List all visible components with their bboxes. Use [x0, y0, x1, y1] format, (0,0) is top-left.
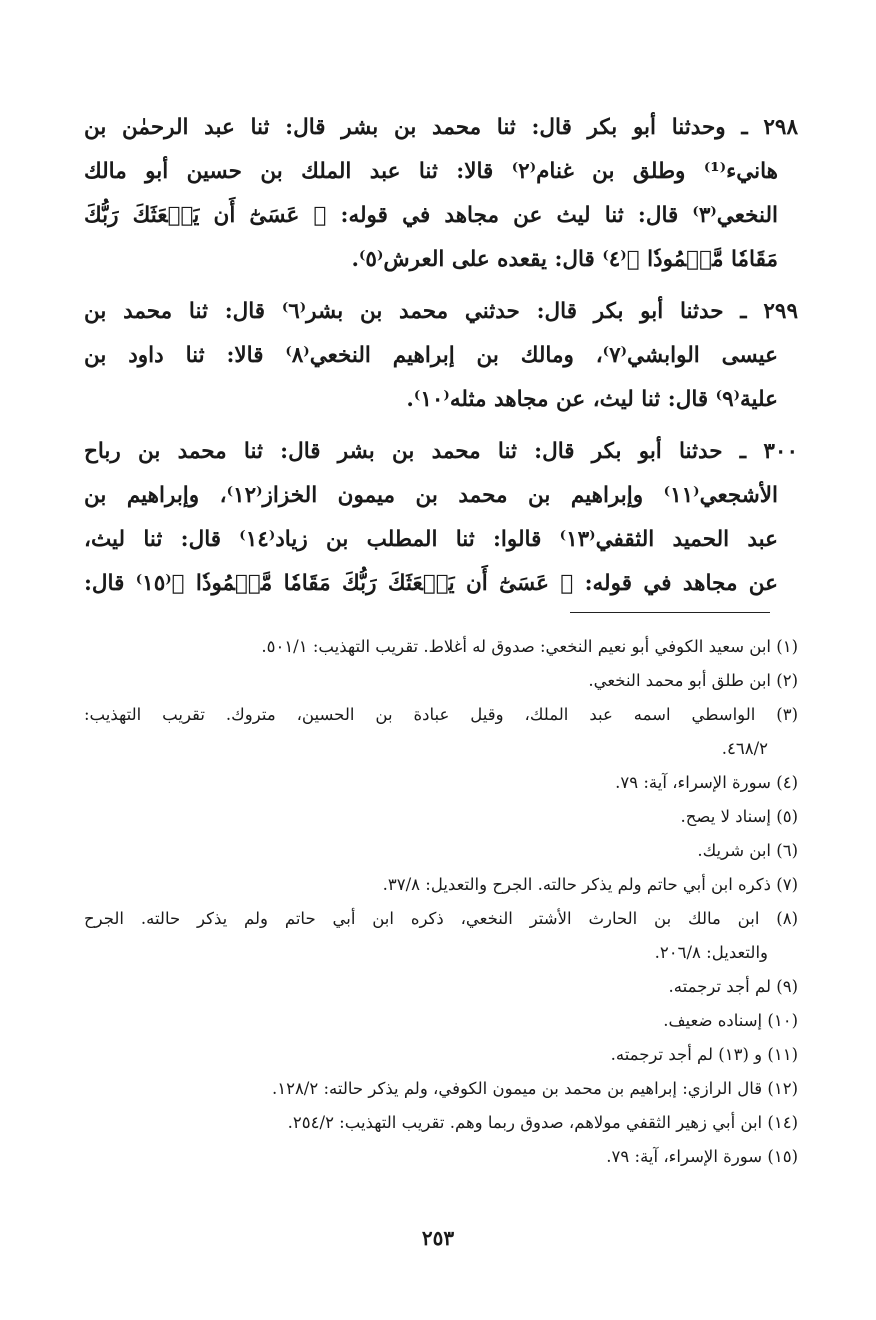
- footnote-line: (٧) ذكره ابن أبي حاتم ولم يذكر حالته. الجرح والتعديل: ٣٧/٨.: [382, 875, 798, 894]
- entry-line: عيسى الوابشي⁽٧⁾، ومالك بن إبراهيم النخعي⁽٨⁾ قالا: ثنا داود بن: [84, 343, 778, 368]
- footnotes: [84, 630, 798, 1174]
- entry-line: النخعي⁽٣⁾ قال: ثنا ليث عن مجاهد في قوله: ﴿ عَسَىٰٓ أَن يَبۡعَثَكَ رَبُّكَ: [84, 203, 778, 228]
- footnote-line: (١٥) سورة الإسراء، آية: ٧٩.: [606, 1147, 798, 1166]
- hadith-entry-298: [84, 106, 798, 282]
- page-number: ٢٥٣: [421, 1226, 455, 1250]
- entry-line: الأشجعي⁽١١⁾ وإبراهيم بن محمد بن ميمون الخزاز⁽١٢⁾، وإبراهيم بن: [84, 483, 778, 508]
- footnote-line: (٣) الواسطي اسمه عبد الملك، وقيل عبادة بن الحسين، متروك. تقريب التهذيب:: [84, 705, 798, 724]
- footnote-line: (٥) إسناد لا يصح.: [680, 807, 798, 826]
- footnote-separator: [570, 612, 770, 613]
- entry-line: ٢٩٨ ـ وحدثنا أبو بكر قال: ثنا محمد بن بشر قال: ثنا عبد الرحمٰن بن: [84, 115, 798, 140]
- hadith-entry-300: [84, 430, 798, 606]
- footnote-line: (٦) ابن شريك.: [697, 841, 798, 860]
- footnote-line: ٤٦٨/٢.: [721, 739, 768, 758]
- entry-line: علية⁽٩⁾ قال: ثنا ليث، عن مجاهد مثله⁽١٠⁾.: [406, 387, 778, 412]
- entry-line: ٢٩٩ ـ حدثنا أبو بكر قال: حدثني محمد بن بشر⁽٦⁾ قال: ثنا محمد بن: [84, 299, 798, 324]
- footnote-line: (١١) و (١٣) لم أجد ترجمته.: [610, 1045, 798, 1064]
- footnote-line: (١٠) إسناده ضعيف.: [663, 1011, 798, 1030]
- entry-line: ٣٠٠ ـ حدثنا أبو بكر قال: ثنا محمد بن بشر قال: ثنا محمد بن رباح: [84, 439, 798, 464]
- entry-line: مَقَامٗا مَّحۡمُودٗا ﴾⁽٤⁾ قال: يقعده على العرش⁽٥⁾.: [351, 247, 778, 272]
- footnote-line: (١٢) قال الرازي: إبراهيم بن محمد بن ميمون الكوفي، ولم يذكر حالته: ١٢٨/٢.: [271, 1079, 798, 1098]
- footnote-line: (٨) ابن مالك بن الحارث الأشتر النخعي، ذكره ابن أبي حاتم ولم يذكر حالته. الجرح: [84, 909, 798, 928]
- entry-line: هانيء⁽¹⁾ وطلق بن غنام⁽٢⁾ قالا: ثنا عبد الملك بن حسين أبو مالك: [84, 159, 779, 184]
- footnote-line: (١٤) ابن أبي زهير الثقفي مولاهم، صدوق ربما وهم. تقريب التهذيب: ٢٥٤/٢.: [287, 1113, 798, 1132]
- footnote-line: والتعديل: ٢٠٦/٨.: [654, 943, 768, 962]
- footnote-line: (٩) لم أجد ترجمته.: [668, 977, 798, 996]
- footnote-line: (١) ابن سعيد الكوفي أبو نعيم النخعي: صدوق له أغلاط. تقريب التهذيب: ٥٠١/١.: [261, 637, 798, 656]
- footnote-line: (٤) سورة الإسراء، آية: ٧٩.: [615, 773, 798, 792]
- entry-line: عن مجاهد في قوله: ﴿ عَسَىٰٓ أَن يَبۡعَثَكَ رَبُّكَ مَقَامٗا مَّحۡمُودٗا ﴾⁽١٥⁾ قال:: [84, 571, 778, 596]
- hadith-entry-299: [84, 290, 798, 422]
- entry-line: عبد الحميد الثقفي⁽١٣⁾ قالوا: ثنا المطلب بن زياد⁽١٤⁾ قال: ثنا ليث،: [84, 527, 779, 552]
- footnote-line: (٢) ابن طلق أبو محمد النخعي.: [588, 671, 798, 690]
